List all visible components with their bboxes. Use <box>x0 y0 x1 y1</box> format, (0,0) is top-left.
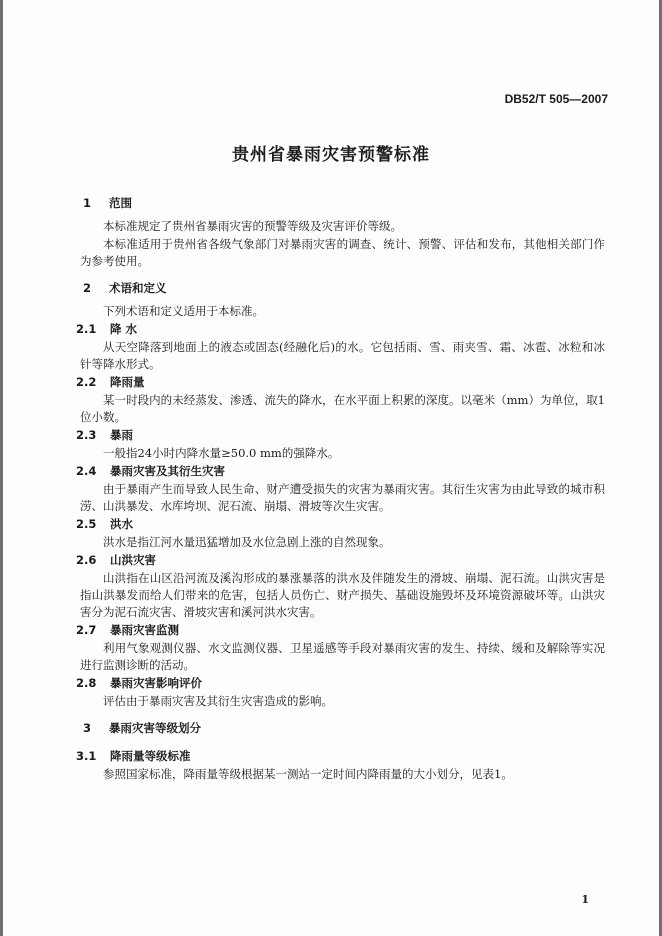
section-number: 1 <box>83 196 92 210</box>
paragraph: 评估由于暴雨灾害及其衍生灾害造成的影响。 <box>103 694 333 708</box>
subsection-title: 暴雨灾害监测 <box>110 623 179 637</box>
paragraph: 利用气象观测仪器、水文监测仪器、卫星遥感等手段对暴雨灾害的发生、持续、缓和及解除等实况进行监测诊断的活动。 <box>80 641 605 672</box>
subsection-heading-2-7 <box>76 622 605 639</box>
section-title: 范围 <box>109 196 132 210</box>
subsection-number: 2.2 <box>76 375 97 389</box>
paragraph: 本标准规定了贵州省暴雨灾害的预警等级及灾害评价等级。 <box>103 219 402 233</box>
paragraph: 一般指24小时内降水量≥50.0 mm的强降水。 <box>103 446 340 460</box>
document-body <box>76 195 605 784</box>
section-title: 术语和定义 <box>109 281 167 295</box>
subsection-heading-2-6 <box>76 552 605 569</box>
subsection-number: 2.7 <box>76 623 97 637</box>
section-number: 2 <box>83 281 92 295</box>
subsection-heading-2-1 <box>76 321 605 338</box>
section-heading-2 <box>80 280 605 297</box>
paragraph: 下列术语和定义适用于本标准。 <box>103 304 264 318</box>
subsection-title: 暴雨 <box>110 428 133 442</box>
subsection-number: 2.6 <box>76 553 97 567</box>
paragraph: 本标准适用于贵州省各级气象部门对暴雨灾害的调查、统计、预警、评估和发布，其他相关部门作为参考使用。 <box>80 237 605 268</box>
subsection-title: 洪水 <box>110 517 133 531</box>
document-title: 贵州省暴雨灾害预警标准 <box>232 145 430 165</box>
page-number: 1 <box>581 893 589 906</box>
section-heading-3 <box>80 720 605 737</box>
subsection-number: 2.5 <box>76 517 97 531</box>
subsection-heading-2-5 <box>76 516 605 533</box>
subsection-title: 山洪灾害 <box>110 553 156 567</box>
paragraph: 某一时段内的未经蒸发、渗透、流失的降水，在水平面上积累的深度。以毫米（mm）为单位，取1位小数。 <box>80 393 605 424</box>
paragraph: 洪水是指江河水量迅猛增加及水位急剧上涨的自然现象。 <box>103 535 391 549</box>
subsection-heading-2-8 <box>76 675 605 692</box>
subsection-title: 降雨量 <box>110 375 145 389</box>
paragraph: 参照国家标准，降雨量等级根据某一测站一定时间内降雨量的大小划分，见表1。 <box>103 767 513 781</box>
section-heading-1 <box>80 195 605 212</box>
subsection-title: 降雨量等级标准 <box>110 749 191 763</box>
subsection-number: 2.1 <box>76 322 97 336</box>
subsection-heading-3-1 <box>76 748 605 765</box>
standard-code: DB52/T 505—2007 <box>504 92 608 106</box>
paragraph: 从天空降落到地面上的液态或固态(经融化后)的水。它包括雨、雪、雨夹雪、霜、冰雹、冰粒和冰针等降水形式。 <box>80 340 605 371</box>
subsection-title: 暴雨灾害及其衍生灾害 <box>110 464 225 478</box>
subsection-title: 降 水 <box>110 322 138 336</box>
subsection-number: 2.8 <box>76 676 97 690</box>
subsection-heading-2-3 <box>76 427 605 444</box>
subsection-number: 2.4 <box>76 464 97 478</box>
section-title: 暴雨灾害等级划分 <box>109 721 201 735</box>
paragraph: 山洪指在山区沿河流及溪沟形成的暴涨暴落的洪水及伴随发生的滑坡、崩塌、泥石流。山洪灾害是指山洪暴发而给人们带来的危害，包括人员伤亡、财产损失、基础设施毁坏及环境资源破坏等。山洪灾害分为泥石流灾害、滑坡灾害和溪河洪水灾害。 <box>80 571 605 619</box>
paragraph: 由于暴雨产生而导致人民生命、财产遭受损失的灾害为暴雨灾害。其衍生灾害为由此导致的城市积涝、山洪暴发、水库垮坝、泥石流、崩塌、滑坡等次生灾害。 <box>80 482 605 513</box>
subsection-heading-2-4 <box>76 463 605 480</box>
subsection-title: 暴雨灾害影响评价 <box>110 676 202 690</box>
subsection-heading-2-2 <box>76 374 605 391</box>
subsection-number: 2.3 <box>76 428 97 442</box>
section-number: 3 <box>83 721 92 735</box>
subsection-number: 3.1 <box>76 749 97 763</box>
